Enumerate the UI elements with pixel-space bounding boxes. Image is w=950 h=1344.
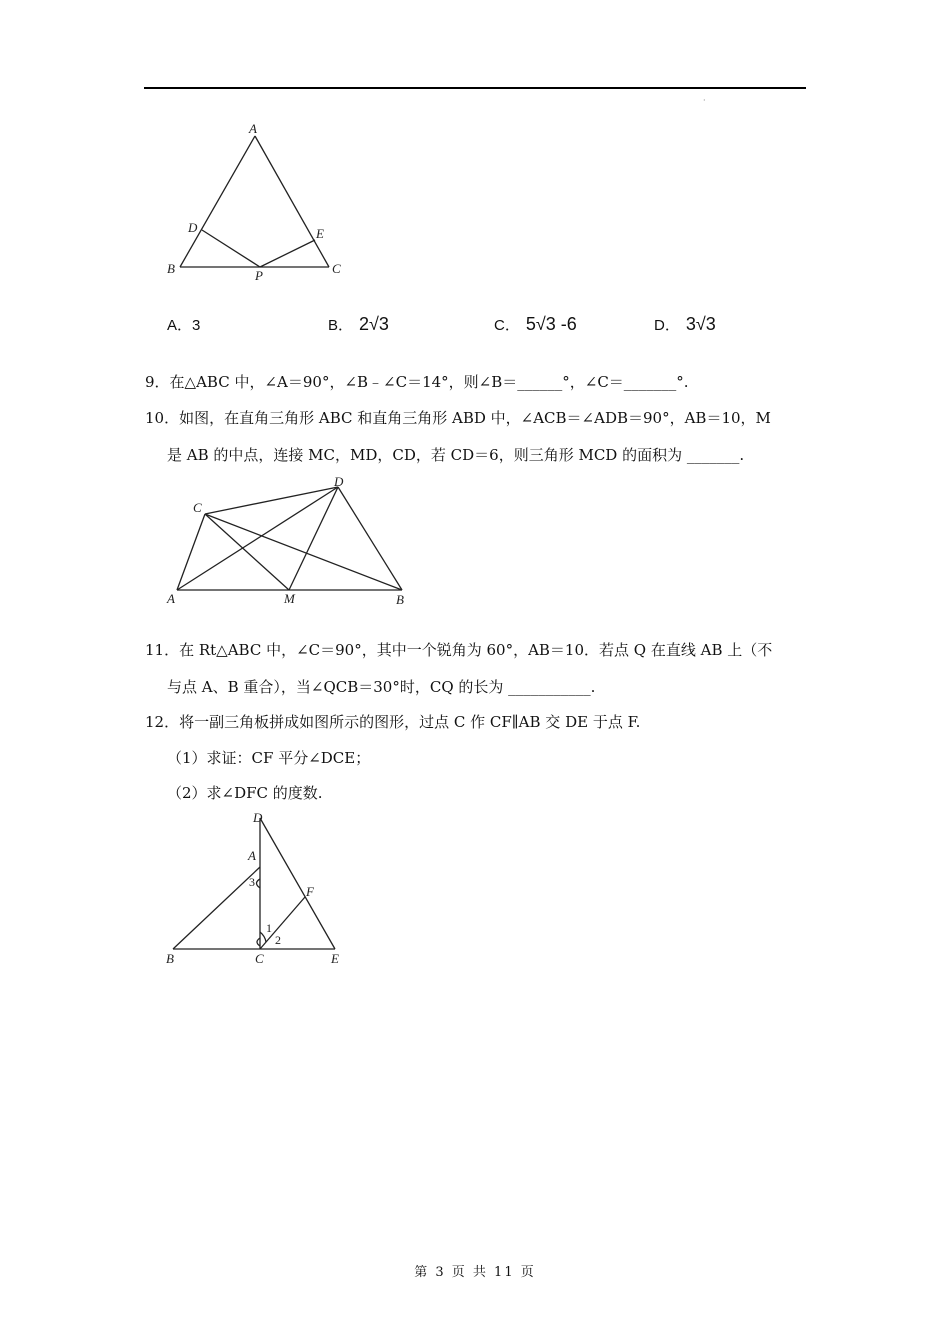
label-B: B xyxy=(166,951,174,966)
label-B: B xyxy=(396,592,404,607)
angle-label-2: 2 xyxy=(275,933,281,947)
option-c: C． 5√3 -6 xyxy=(494,314,577,334)
option-d-value: 3√3 xyxy=(685,314,716,334)
label-A: A xyxy=(248,848,256,863)
question-10-line2: 是 AB 的中点，连接 MC，MD，CD，若 CD＝6，则三角形 MCD 的面积为 _______. xyxy=(167,446,745,464)
label-E: E xyxy=(331,951,339,966)
option-d: D． 3√3 xyxy=(654,314,716,334)
label-A: A xyxy=(249,121,257,136)
question-11-line2: 与点 A、B 重合），当∠QCB＝30°时，CQ 的长为 ___________. xyxy=(167,678,596,696)
label-D: D xyxy=(188,220,198,235)
label-F: F xyxy=(306,884,314,899)
question-12-part1: （1）求证：CF 平分∠DCE； xyxy=(167,749,371,767)
header-dot: · xyxy=(703,96,706,105)
label-D: D xyxy=(253,810,263,825)
label-D: D xyxy=(334,474,344,489)
figure-q12 xyxy=(160,808,360,973)
page-footer: 第 3 页 共 11 页 xyxy=(414,1265,536,1280)
option-b-value: 2√3 xyxy=(359,314,389,334)
label-C: C xyxy=(255,951,264,966)
option-c-value: 5√3 -6 xyxy=(525,314,577,334)
question-11-line1: 11．在 Rt△ABC 中，∠C＝90°，其中一个锐角为 60°，AB＝10．若点 Q 在直线 AB 上（不 xyxy=(145,641,773,659)
label-E: E xyxy=(316,226,324,241)
label-A: A xyxy=(167,591,175,606)
angle-label-1: 1 xyxy=(266,921,272,935)
question-12-line1: 12．将一副三角板拼成如图所示的图形，过点 C 作 CF∥AB 交 DE 于点 F. xyxy=(145,713,641,731)
option-a: A．3 xyxy=(167,317,201,334)
figure-q10 xyxy=(160,474,420,609)
label-B: B xyxy=(167,261,175,276)
angle-label-3: 3 xyxy=(249,875,255,889)
label-C: C xyxy=(332,261,341,276)
label-C: C xyxy=(193,500,202,515)
label-P: P xyxy=(255,268,263,283)
question-12-part2: （2）求∠DFC 的度数. xyxy=(167,784,323,802)
question-9: 9．在△ABC 中，∠A＝90°，∠B﹣∠C＝14°，则∠B＝______°，∠C＝_______°. xyxy=(145,373,689,391)
figure-q8 xyxy=(160,118,360,288)
header-rule xyxy=(144,87,806,89)
question-10-line1: 10．如图，在直角三角形 ABC 和直角三角形 ABD 中，∠ACB＝∠ADB＝90°，AB＝10，M xyxy=(145,409,771,427)
option-b: B． 2√3 xyxy=(328,314,389,334)
option-a-value: 3 xyxy=(192,317,201,334)
label-M: M xyxy=(284,591,295,606)
